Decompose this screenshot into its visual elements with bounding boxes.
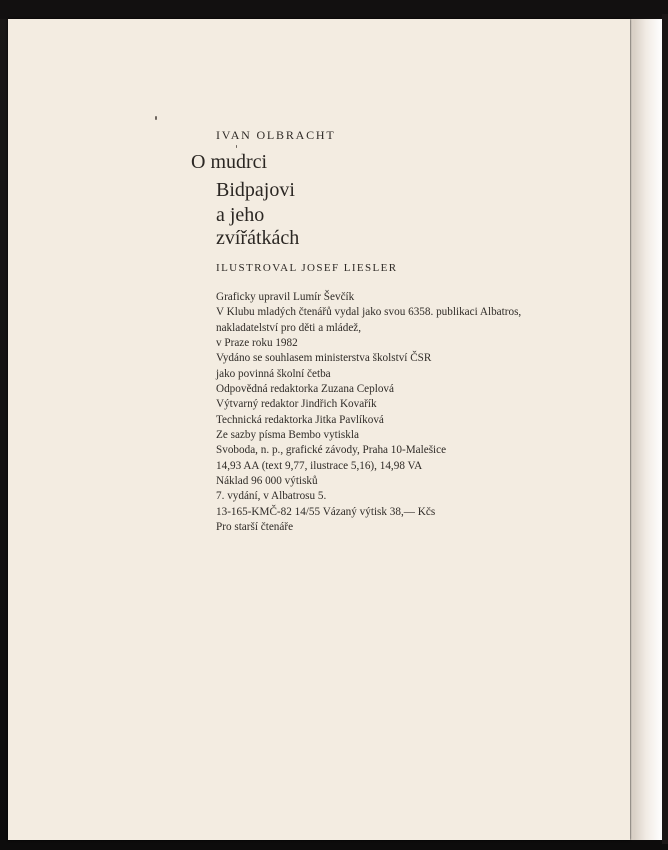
imprint-line: Technická redaktorka Jitka Pavlíková bbox=[216, 413, 384, 426]
illustrator-credit: ILUSTROVAL JOSEF LIESLER bbox=[216, 262, 398, 274]
imprint-line: Výtvarný redaktor Jindřich Kovařík bbox=[216, 398, 377, 411]
imprint-line: Náklad 96 000 výtisků bbox=[216, 475, 318, 488]
imprint-line: nakladatelství pro děti a mládež, bbox=[216, 321, 362, 334]
imprint-line: Vydáno se souhlasem ministerstva školství ČSR bbox=[216, 352, 432, 365]
imprint-line: v Praze roku 1982 bbox=[216, 337, 298, 350]
imprint-line: Graficky upravil Lumír Ševčík bbox=[216, 291, 355, 303]
imprint-line: 7. vydání, v Albatrosu 5. bbox=[216, 490, 327, 503]
title-line-2: Bidpajovi bbox=[216, 179, 295, 201]
title-line-3: a jeho bbox=[216, 204, 265, 226]
imprint-line: Ze sazby písma Bembo vytiskla bbox=[216, 429, 359, 442]
imprint-line: 14,93 AA (text 9,77, ilustrace 5,16), 14,98 VA bbox=[216, 459, 423, 472]
imprint-line: Pro starší čtenáře bbox=[216, 521, 294, 534]
paper-speck bbox=[155, 116, 157, 120]
title-line-4: zvířátkách bbox=[216, 227, 300, 249]
imprint-line: 13-165-KMČ-82 14/55 Vázaný výtisk 38,— Kčs bbox=[216, 505, 436, 518]
paper-speck bbox=[236, 145, 237, 148]
imprint-line: Svoboda, n. p., grafické závody, Praha 10-Malešice bbox=[216, 444, 447, 457]
book-spine bbox=[662, 14, 668, 844]
imprint-line: jako povinná školní četba bbox=[216, 367, 331, 380]
title-line-1: O mudrci bbox=[191, 151, 268, 173]
imprint-block bbox=[216, 290, 521, 536]
top-edge-shadow bbox=[0, 0, 668, 19]
author-name: IVAN OLBRACHT bbox=[216, 128, 336, 142]
imprint-line: V Klubu mladých čtenářů vydal jako svou 6358. publikaci Albatros, bbox=[216, 306, 522, 319]
imprint-line: Odpovědná redaktorka Zuzana Ceplová bbox=[216, 383, 394, 396]
